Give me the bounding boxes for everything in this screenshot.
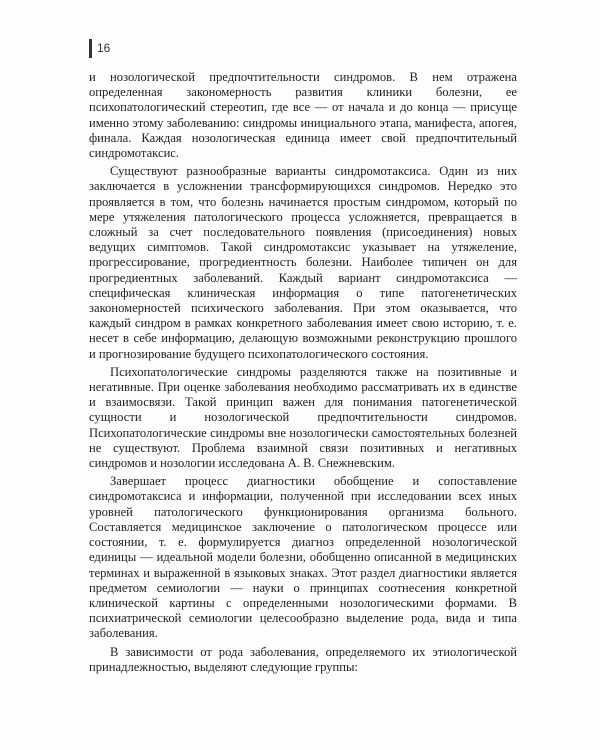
body-text	[89, 70, 517, 675]
paragraph: и нозологической предпочтительности синдромов. В нем отражена определенная закономерность развития клиники болезни, ее психопатологический стереотип, где все — от начала и до конца — присуще именно этому заболеванию: синдромы инициального этапа, манифеста, апогея, финала. Каждая нозологическая единица имеет свой предпочтительный синдромотаксис.	[89, 70, 517, 161]
paragraph: В зависимости от рода заболевания, определяемого их этиологической принадлежностью, выделяют следующие группы:	[89, 644, 517, 674]
page-header	[89, 39, 110, 58]
paragraph: Завершает процесс диагностики обобщение и сопоставление синдромотаксиса и информации, полученной при исследовании всех иных уровней патологического функционирования организма больного. Составляется медицинское заключение о патологическом процессе или состоянии, т. е. формулируется диагноз определенной нозологической единицы — идеальной модели болезни, обобщенно описанной в медицинских терминах и выраженной в языковых знаках. Этот раздел диагностики является предметом семиологии — науки о принципах соотнесения конкретной клинической картины с определенными нозологическими формами. В психиатрической семиологии целесообразно выделение рода, вида и типа заболевания.	[89, 474, 517, 641]
paragraph: Существуют разнообразные варианты синдромотаксиса. Один из них заключается в усложнении трансформирующихся синдромов. Нередко это проявляется в том, что болезнь начинается простым синдромом, который по мере утяжеления патологического процесса усложняется, превращается в сложный за счет последовательного появления (присоединения) новых ведущих симптомов. Такой синдромотаксис указывает на утяжеление, прогрессирование, прогредиентность болезни. Наиболее типичен он для прогредиентных заболеваний. Каждый вариант синдромотаксиса — специфическая клиническая информация о типе патогенетических закономерностей психического заболевания. При этом оказывается, что каждый синдром в рамках конкретного заболевания имеет свою историю, т. е. несет в себе информацию, делающую возможными реконструкцию прошлого и прогнозирование будущего психопатологического состояния.	[89, 164, 517, 361]
paragraph: Психопатологические синдромы разделяются также на позитивные и негативные. При оценке заболевания необходимо рассматривать их в единстве и взаимосвязи. Такой принцип важен для понимания патогенетической сущности и нозологической предпочтительности синдромов. Психопатологические синдромы вне нозологически самостоятельных болезней не существуют. Проблема взаимной связи позитивных и негативных синдромов и нозологии исследована А. В. Снежневским.	[89, 364, 517, 471]
page-number: 16	[97, 41, 111, 55]
header-bar	[89, 39, 92, 58]
